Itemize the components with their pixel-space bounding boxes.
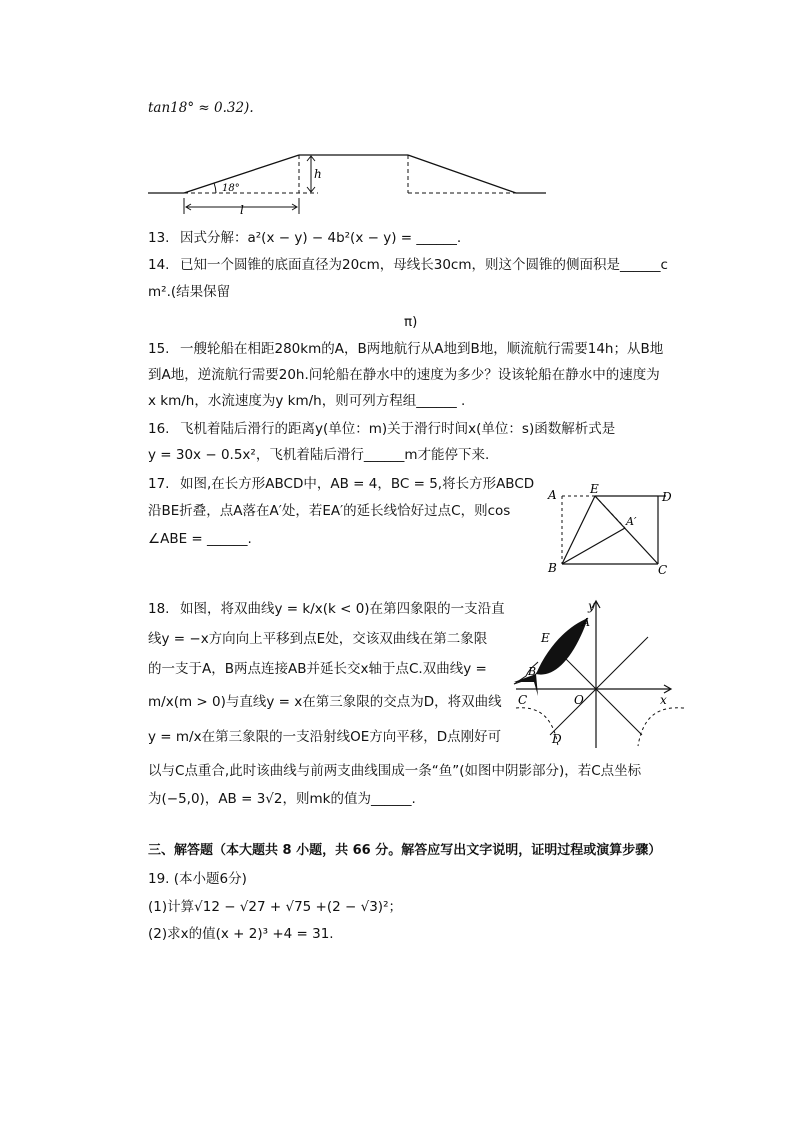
- q18-line5: y = m/x在第三象限的一支沿射线OE方向平移，D点刚好可: [148, 729, 502, 745]
- q14-line2: m².(结果保留: [148, 284, 231, 300]
- q16-number: 16.: [148, 421, 170, 437]
- label-C: C: [518, 693, 528, 707]
- label-C: C: [658, 563, 668, 577]
- label-A: A: [548, 488, 557, 502]
- q13-number: 13.: [148, 230, 170, 246]
- label-O: O: [574, 693, 584, 707]
- label-D: D: [552, 732, 562, 746]
- q13-text: 因式分解：a²(x − y) − 4b²(x − y) = ______.: [180, 230, 462, 246]
- q19-part1: (1)计算√12 − √27 + √75 +(2 − √3)²；: [148, 899, 402, 915]
- label-B: B: [548, 561, 557, 575]
- label-x: x: [660, 693, 667, 707]
- q15-line1: 一艘轮船在相距280km的A，B两地航行从A地到B地，顺流航行需要14h；从B地: [180, 341, 664, 357]
- label-A: A: [582, 616, 590, 629]
- tan-hint: tan18° ≈ 0.32).: [148, 100, 254, 116]
- hyperbola-fish-figure: [508, 596, 688, 754]
- q18-line6: 以与C点重合,此时该曲线与前两支曲线围成一条“鱼”(如图中阴影部分)，若C点坐标: [148, 763, 642, 779]
- h-label: h: [314, 167, 322, 181]
- q17-line3: ∠ABE = ______.: [148, 531, 252, 547]
- q15-number: 15.: [148, 341, 170, 357]
- q15-line2: 到A地，逆流航行需要20h.问轮船在静水中的速度为多少？设该轮船在静水中的速度为: [148, 367, 660, 383]
- label-y: y: [588, 599, 595, 613]
- q16-line2: y = 30x − 0.5x²，飞机着陆后滑行______m才能停下来.: [148, 447, 490, 463]
- section-3-heading: 三、解答题（本大题共 8 小题，共 66 分。解答应写出文字说明，证明过程或演算步骤）: [148, 843, 662, 858]
- q18-line3: 的一支于A，B两点连接AB并延长交x轴于点C.双曲线y =: [148, 661, 487, 677]
- q19-heading: 19. (本小题6分): [148, 871, 247, 887]
- label-E: E: [590, 484, 599, 496]
- rectangle-fold-figure: [540, 484, 680, 579]
- q14-line3: π): [404, 314, 418, 330]
- q18-number: 18.: [148, 601, 170, 617]
- q17-line2: 沿BE折叠，点A落在A′处，若EA′的延长线恰好过点C，则cos: [148, 503, 511, 519]
- label-E: E: [541, 631, 550, 645]
- label-D: D: [662, 490, 672, 504]
- q14-number: 14.: [148, 257, 170, 273]
- q19-part2: (2)求x的值(x + 2)³ +4 = 31.: [148, 926, 334, 942]
- q16-line1: 飞机着陆后滑行的距离y(单位：m)关于滑行时间x(单位：s)函数解析式是: [180, 421, 616, 437]
- q15-line3: x km/h，水流速度为y km/h，则可列方程组______ .: [148, 393, 466, 409]
- q18-line1: 如图，将双曲线y = k/x(k < 0)在第四象限的一支沿直: [180, 601, 505, 617]
- q18-line2: 线y = −x方向向上平移到点E处，交该双曲线在第二象限: [148, 631, 488, 647]
- q18-line7: 为(−5,0)，AB = 3√2，则mk的值为______.: [148, 791, 416, 807]
- l-label: l: [240, 203, 244, 217]
- q17-number: 17.: [148, 476, 170, 492]
- q14-line1: 已知一个圆锥的底面直径为20cm，母线长30cm，则这个圆锥的侧面积是______c: [180, 257, 668, 273]
- label-A-prime: A′: [626, 515, 637, 528]
- angle-label: 18°: [222, 183, 240, 194]
- q18-line4: m/x(m > 0)与直线y = x在第三象限的交点为D，将双曲线: [148, 694, 502, 710]
- label-B: B: [528, 665, 537, 678]
- q17-line1: 如图,在长方形ABCD中，AB = 4，BC = 5,将长方形ABCD: [180, 476, 535, 492]
- embankment-figure: [146, 144, 566, 224]
